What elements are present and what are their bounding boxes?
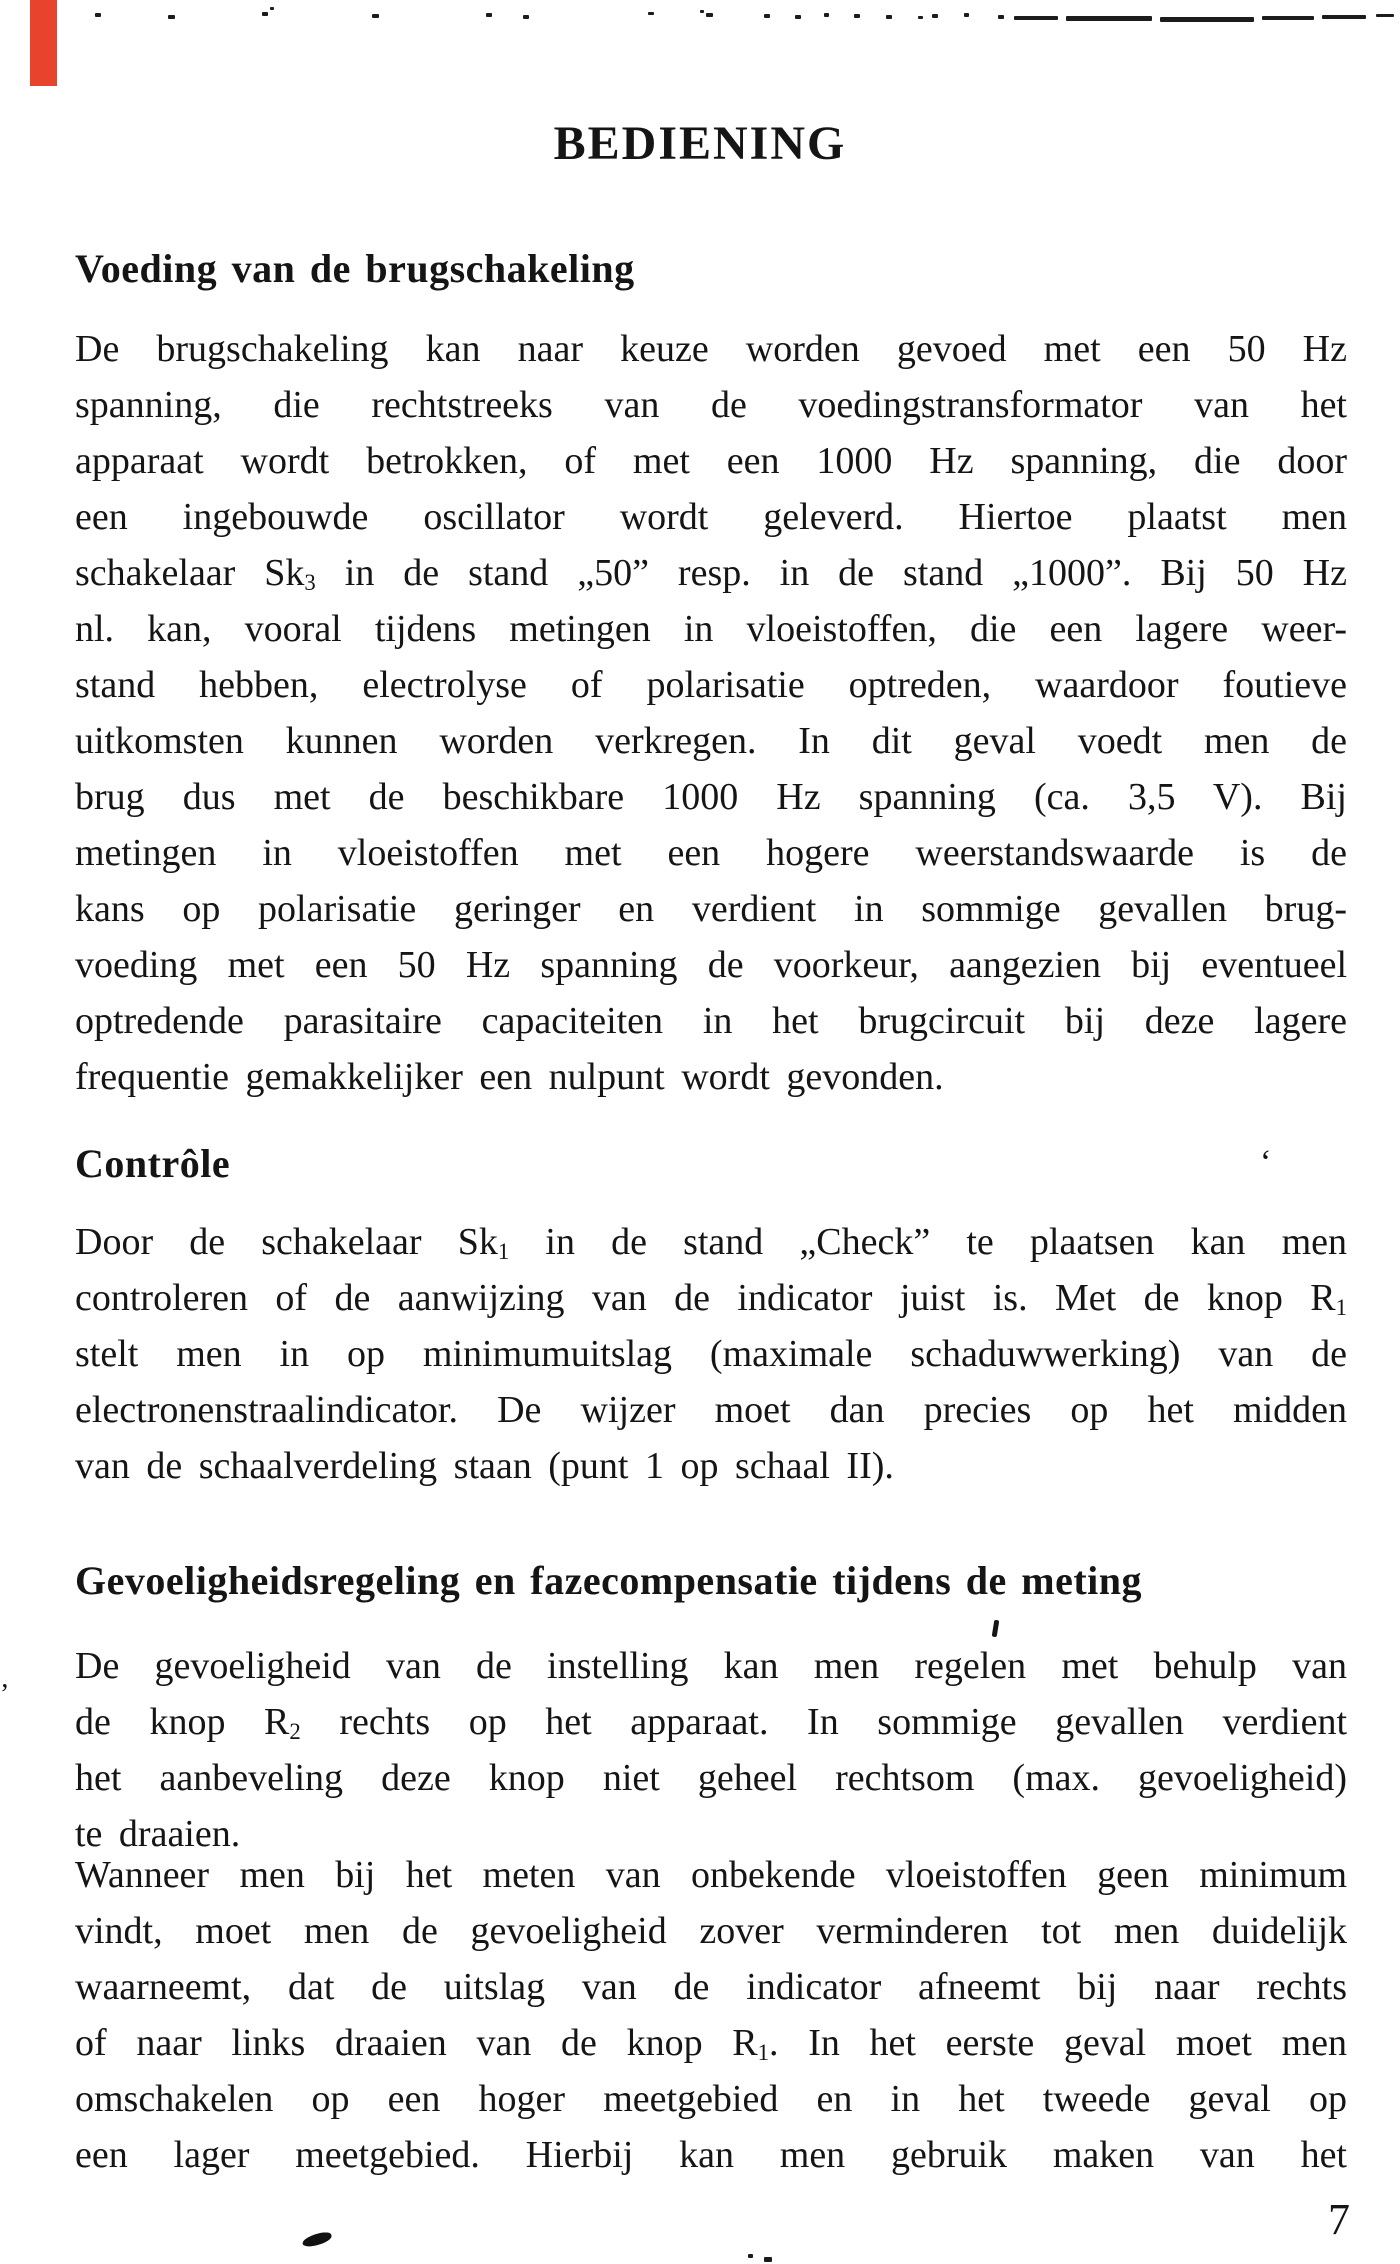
text-line: stand hebben, electrolyse of polarisatie optreden, waardoor foutieve <box>75 664 1347 706</box>
text-line: kans op polarisatie geringer en verdient in sommige gevallen brug- <box>75 888 1347 930</box>
noise-speck <box>824 13 829 17</box>
noise-speck <box>262 12 268 16</box>
text-line: optredende parasitaire capaciteiten in het brugcircuit bij deze lagere <box>75 1000 1347 1042</box>
paragraph-controle <box>75 1214 1347 1494</box>
text-line: stelt men in op minimumuitslag (maximale schaduwwerking) van de <box>75 1333 1347 1375</box>
paragraph-gevoeligheid-1 <box>75 1638 1347 1862</box>
page-number: 7 <box>1328 2195 1350 2244</box>
text-line: waarneemt, dat de uitslag van de indicator afneemt bij naar rechts <box>75 1966 1347 2008</box>
stray-quote-mark: ‘ <box>1260 1144 1272 1181</box>
stray-tick-mark <box>992 1620 1000 1638</box>
noise-speck <box>964 13 969 17</box>
noise-speck <box>372 14 379 18</box>
noise-speck <box>764 2257 772 2262</box>
noise-speck <box>168 15 175 19</box>
text-line: van de schaalverdeling staan (punt 1 op schaal II). <box>75 1445 894 1487</box>
text-line: te draaien. <box>75 1813 241 1855</box>
noise-speck <box>932 14 938 18</box>
paragraph-gevoeligheid-2 <box>75 1847 1347 2183</box>
noise-speck <box>95 13 101 17</box>
noise-speck <box>854 14 860 18</box>
noise-speck <box>748 2254 753 2258</box>
noise-speck <box>918 16 923 19</box>
noise-speck <box>700 10 704 13</box>
text-line: omschakelen op een hoger meetgebied en in het tweede geval op <box>75 2078 1347 2120</box>
noise-speck <box>270 7 274 10</box>
text-line: een ingebouwde oscillator wordt geleverd. Hiertoe plaatst men <box>75 496 1347 538</box>
text-line: het aanbeveling deze knop niet geheel rechtsom (max. gevoeligheid) <box>75 1757 1347 1799</box>
section-heading-controle: Contrôle <box>75 1141 231 1186</box>
noise-speck <box>486 13 492 17</box>
paragraph-voeding <box>75 321 1347 1105</box>
text-line: apparaat wordt betrokken, of met een 1000 Hz spanning, die door <box>75 440 1347 482</box>
text-line: metingen in vloeistoffen met een hogere weerstandswaarde is de <box>75 832 1347 874</box>
text-line: schakelaar $Sk_3$ in de stand „50” resp. in de stand „1000”. Bij 50 Hz <box>75 552 1347 596</box>
noise-speck <box>648 12 654 15</box>
text-line: controleren of de aanwijzing van de indicator juist is. Met de knop $R_1$ <box>75 1277 1347 1321</box>
text-line: spanning, die rechtstreeks van de voedingstransformator van het <box>75 384 1347 426</box>
text-line: Door de schakelaar $Sk_1$ in de stand „Check” te plaatsen kan men <box>75 1221 1347 1265</box>
text-line: Wanneer men bij het meten van onbekende vloeistoffen geen minimum <box>75 1854 1347 1896</box>
text-line: nl. kan, vooral tijdens metingen in vloeistoffen, die een lagere weer- <box>75 608 1347 650</box>
noise-speck <box>886 15 892 19</box>
noise-speck <box>523 15 529 19</box>
noise-speck <box>1066 16 1152 21</box>
scan-squiggle-mark <box>301 2231 333 2249</box>
page-title: BEDIENING <box>553 117 847 170</box>
section-heading-voeding: Voeding van de brugschakeling <box>75 246 635 291</box>
noise-speck <box>1160 17 1254 22</box>
text-line: of naar links draaien van de knop $R_1$. In het eerste geval moet men <box>75 2022 1347 2066</box>
text-line: voeding met een 50 Hz spanning de voorkeur, aangezien bij eventueel <box>75 944 1347 986</box>
text-line: de knop $R_2$ rechts op het apparaat. In sommige gevallen verdient <box>75 1701 1347 1745</box>
text-line: De gevoeligheid van de instelling kan men regelen met behulp van <box>75 1645 1347 1687</box>
noise-speck <box>1014 16 1058 20</box>
noise-speck <box>706 13 713 17</box>
text-line: frequentie gemakkelijker een nulpunt wordt gevonden. <box>75 1056 944 1098</box>
noise-speck <box>998 15 1004 19</box>
text-line: uitkomsten kunnen worden verkregen. In dit geval voedt men de <box>75 720 1347 762</box>
text-line: brug dus met de beschikbare 1000 Hz spanning (ca. 3,5 V). Bij <box>75 776 1347 818</box>
red-margin-mark <box>30 0 57 86</box>
text-line: een lager meetgebied. Hierbij kan men gebruik maken van het <box>75 2134 1347 2176</box>
text-line: electronenstraalindicator. De wijzer moet dan precies op het midden <box>75 1389 1347 1431</box>
noise-speck <box>1376 14 1394 17</box>
noise-speck <box>1322 15 1366 19</box>
noise-speck <box>1262 16 1314 20</box>
noise-speck <box>795 15 801 19</box>
section-heading-gevoeligheid: Gevoeligheidsregeling en fazecompensatie tijdens de meting <box>75 1558 1143 1603</box>
text-line: De brugschakeling kan naar keuze worden gevoed met een 50 Hz <box>75 328 1347 370</box>
margin-comma-mark: ‚ <box>0 1663 10 1694</box>
text-line: vindt, moet men de gevoeligheid zover verminderen tot men duidelijk <box>75 1910 1347 1952</box>
noise-speck <box>764 14 770 18</box>
